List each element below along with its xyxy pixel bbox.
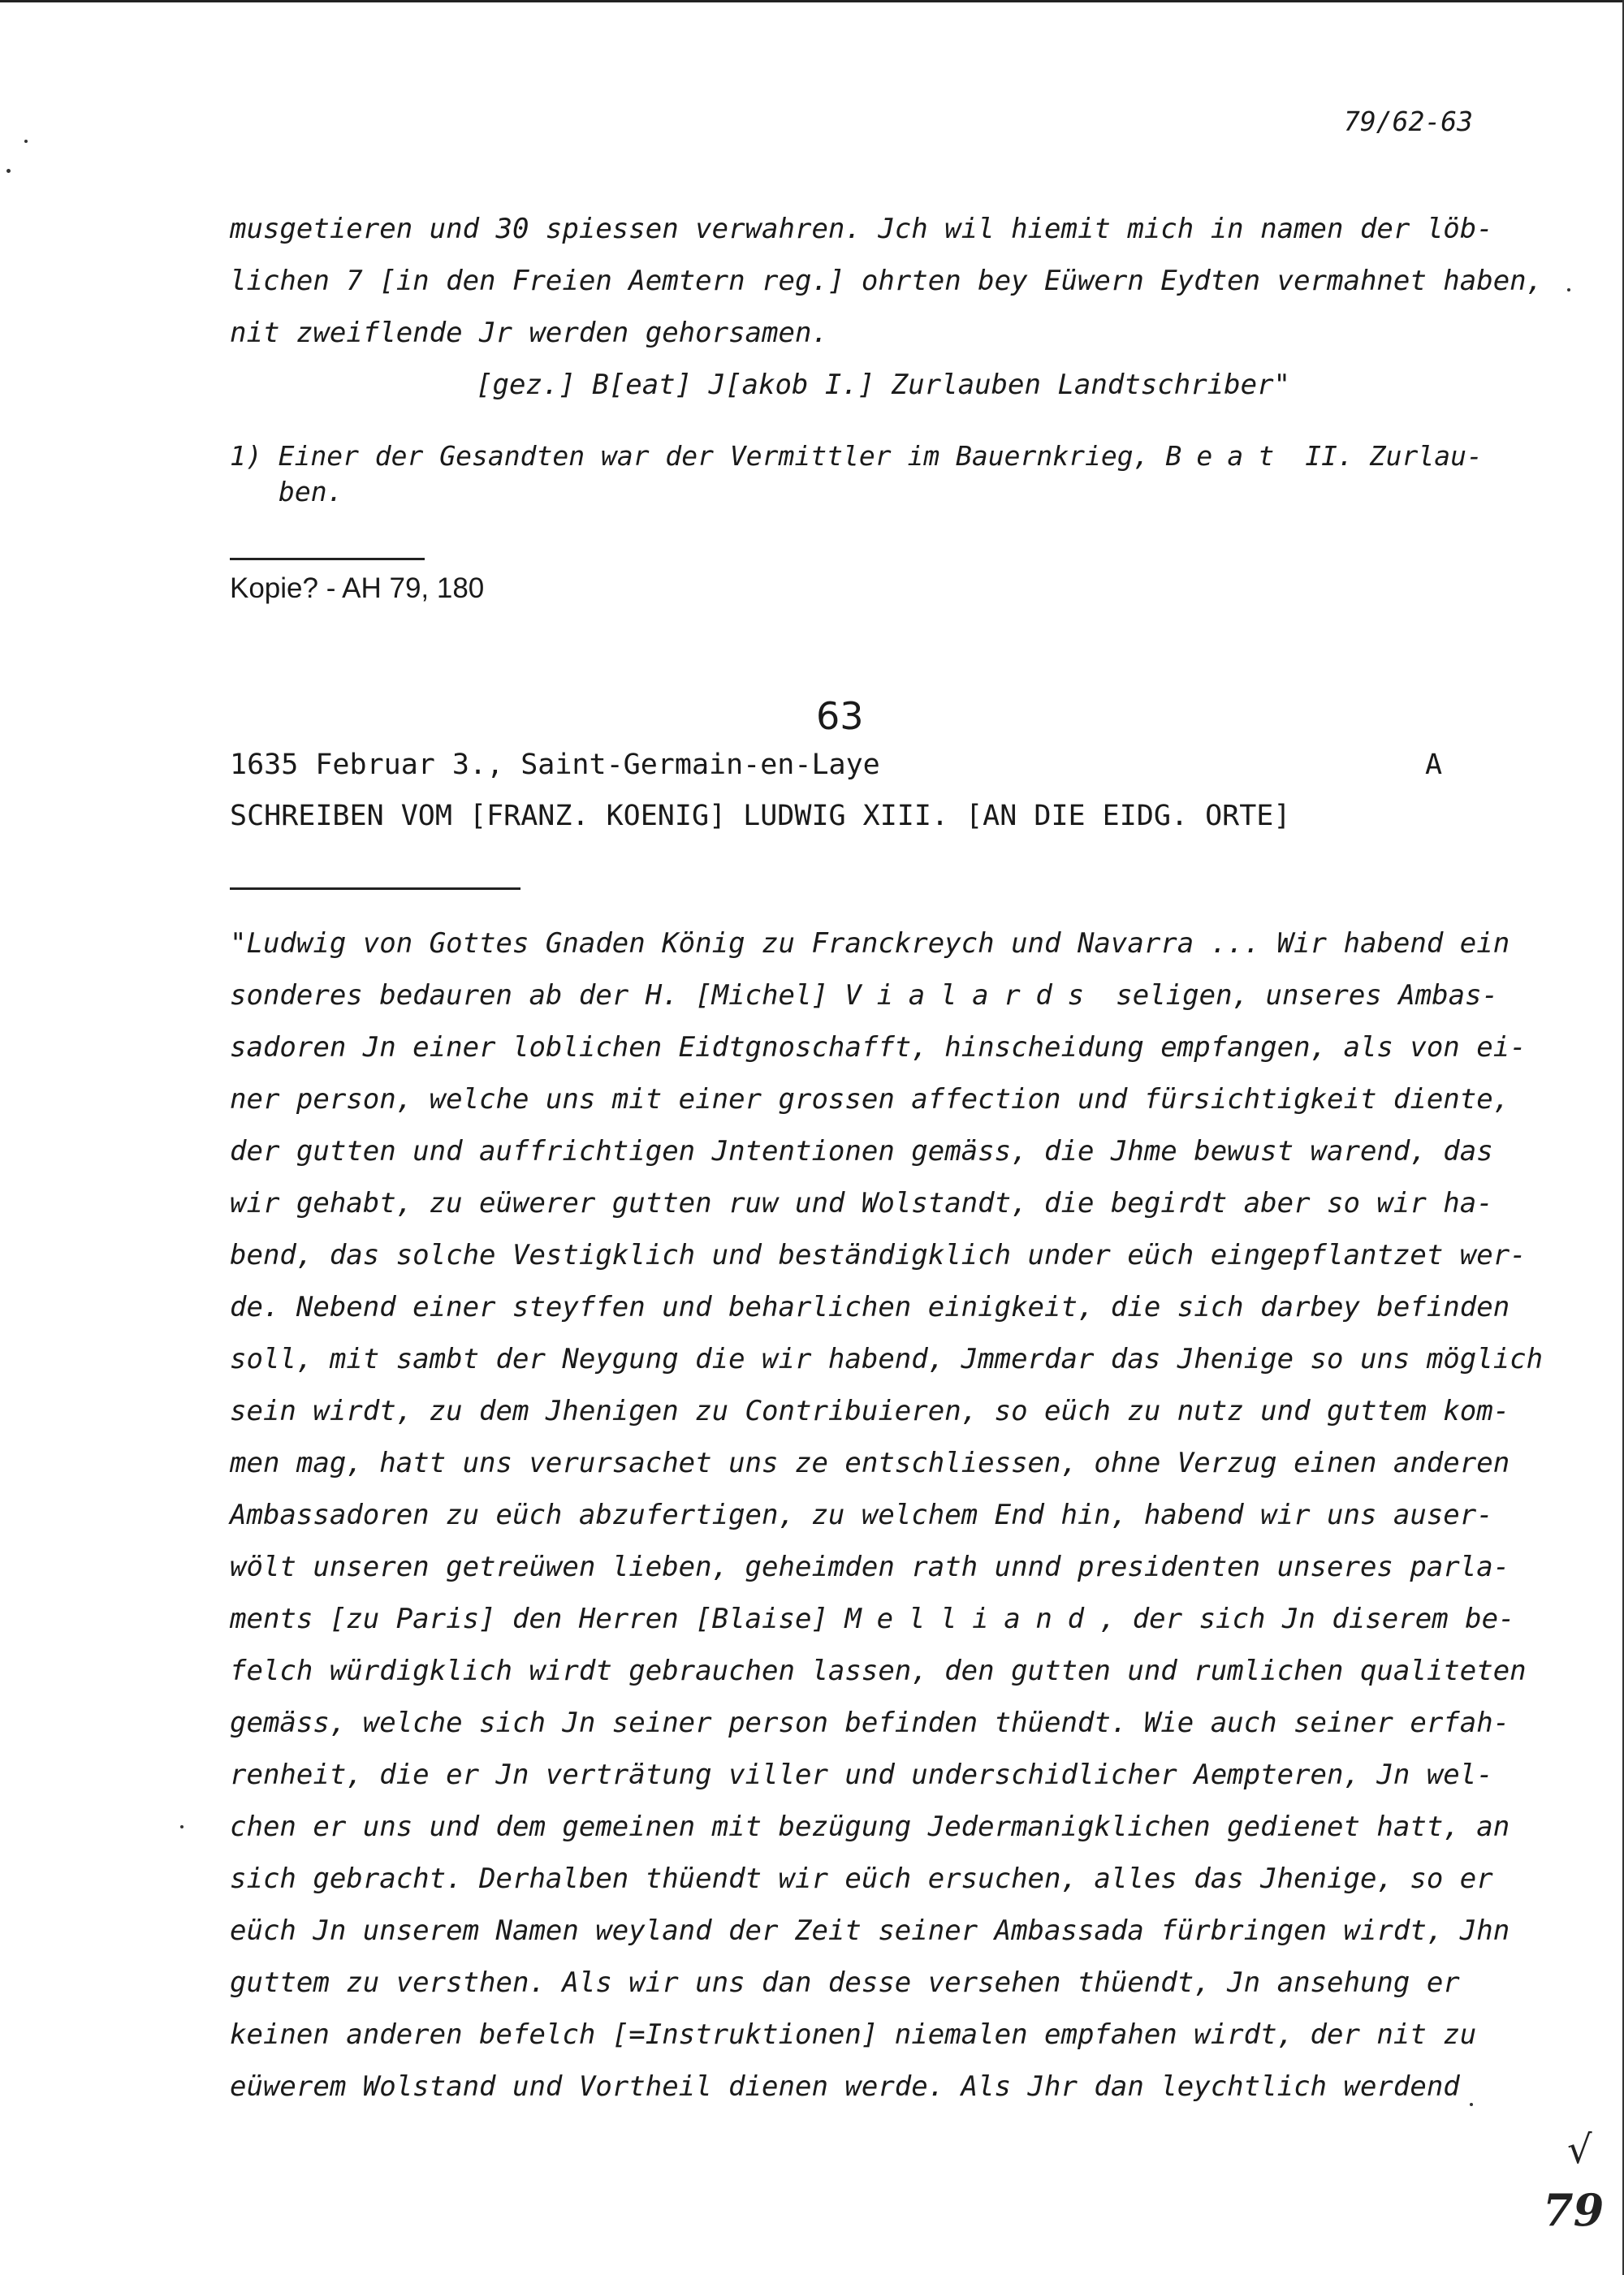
footnote-line: ben.: [279, 476, 343, 507]
previous-document-text: [230, 203, 1544, 411]
footnote-spaced-name: Beat: [1165, 440, 1289, 472]
page-reference: 79/62-63: [1344, 106, 1473, 137]
spaced-name: Melliand: [844, 1603, 1099, 1635]
scan-speck: [1567, 288, 1570, 291]
text-line: men mag, hatt uns verursachet uns ze entschliessen, ohne Verzug einen anderen: [230, 1447, 1510, 1479]
document-heading: SCHREIBEN VOM [FRANZ. KOENIG] LUDWIG XIII. [AN DIE EIDG. ORTE]: [230, 800, 1291, 832]
text-fragment: seligen, unseres Ambas-: [1116, 979, 1499, 1012]
scan-speck: [1470, 2103, 1473, 2106]
text-line: Ambassadoren zu eüch abzufertigen, zu welchem End hin, habend wir uns auser-: [230, 1499, 1493, 1531]
separator-line: [230, 558, 425, 560]
text-line: guttem zu versthen. Als wir uns dan desse versehen thüendt, Jn ansehung er: [230, 1966, 1460, 1999]
text-line: der gutten und auffrichtigen Jntentionen gemäss, die Jhme bewust warend, das: [230, 1135, 1493, 1168]
text-line: nit zweiflende Jr werden gehorsamen.: [230, 317, 828, 349]
text-line: lichen 7 [in den Freien Aemtern reg.] ohrten bey Eüwern Eydten vermahnet haben,: [230, 265, 1544, 297]
spaced-name: Vialards: [844, 979, 1099, 1012]
handwritten-page-number: 79: [1543, 2184, 1605, 2236]
signature-line: [gez.] B[eat] J[akob I.] Zurlauben Landtschriber": [476, 369, 1291, 401]
text-line: sein wirdt, zu dem Jhenigen zu Contribuieren, so eüch zu nutz und guttem kom-: [230, 1395, 1510, 1427]
text-line: [230, 1593, 1517, 1645]
text-line: renheit, die er Jn verträtung viller und underschidlicher Aempteren, Jn wel-: [230, 1759, 1493, 1791]
copy-note: Kopie? - AH 79, 180: [230, 572, 485, 604]
page-top-border: [0, 0, 1624, 2]
footnote: [230, 438, 1517, 510]
text-line: bend, das solche Vestigklich und beständigklich under eüch eingepflantzet wer-: [230, 1239, 1527, 1271]
text-line: ner person, welche uns mit einer grossen affection und fürsichtigkeit diente,: [230, 1083, 1510, 1116]
handwritten-check-mark: √: [1567, 2127, 1592, 2173]
footnote-line: [230, 438, 1517, 474]
document-number: 63: [816, 694, 864, 738]
document-type-letter: A: [1425, 749, 1443, 781]
text-line: gemäss, welche sich Jn seiner person befinden thüendt. Wie auch seiner erfah-: [230, 1707, 1510, 1739]
scan-speck: [180, 1825, 184, 1828]
text-line: keinen anderen befelch [=Instruktionen] niemalen empfahen wirdt, der nit zu: [230, 2018, 1477, 2051]
text-line: wir gehabt, zu eüwerer gutten ruw und Wolstandt, die begirdt aber so wir ha-: [230, 1187, 1493, 1220]
text-fragment: ments [zu Paris] den Herren [Blaise]: [230, 1603, 828, 1635]
text-line: soll, mit sambt der Neygung die wir habend, Jmmerdar das Jhenige so uns möglich: [230, 1343, 1544, 1375]
text-fragment: sonderes bedauren ab der H. [Michel]: [230, 979, 828, 1012]
document-body: [230, 917, 1544, 2113]
footnote-text: 1) Einer der Gesandten war der Vermittler im Bauernkrieg,: [230, 440, 1150, 472]
text-line: felch würdigklich wirdt gebrauchen lassen, den gutten und rumlichen qualiteten: [230, 1655, 1527, 1687]
text-line: de. Nebend einer steyffen und beharlichen einigkeit, die sich darbey befinden: [230, 1291, 1510, 1323]
text-line: eüwerem Wolstand und Vortheil dienen werde. Als Jhr dan leychtlich werdend: [230, 2070, 1460, 2103]
text-fragment: , der sich Jn diserem be-: [1099, 1603, 1515, 1635]
text-line: [230, 969, 1517, 1021]
text-line: chen er uns und dem gemeinen mit bezügung Jedermanigklichen gedienet hatt, an: [230, 1811, 1510, 1843]
footnote-text: II. Zurlau-: [1305, 440, 1483, 472]
scan-speck: [24, 140, 28, 143]
text-line: wölt unseren getreüwen lieben, geheimden rath unnd presidenten unseres parla-: [230, 1551, 1510, 1583]
text-line: sich gebracht. Derhalben thüendt wir eüch ersuchen, alles das Jhenige, so er: [230, 1863, 1493, 1895]
document-date-place: 1635 Februar 3., Saint-Germain-en-Laye: [230, 749, 880, 781]
text-line: musgetieren und 30 spiessen verwahren. Jch wil hiemit mich in namen der löb-: [230, 213, 1493, 245]
separator-line: [230, 887, 520, 890]
text-line: sadoren Jn einer loblichen Eidtgnoschafft, hinscheidung empfangen, als von ei-: [230, 1031, 1527, 1064]
text-line: eüch Jn unserem Namen weyland der Zeit seiner Ambassada fürbringen wirdt, Jhn: [230, 1915, 1510, 1947]
scan-speck: [6, 169, 11, 173]
text-line: "Ludwig von Gottes Gnaden König zu Franckreych und Navarra ... Wir habend ein: [230, 927, 1510, 960]
